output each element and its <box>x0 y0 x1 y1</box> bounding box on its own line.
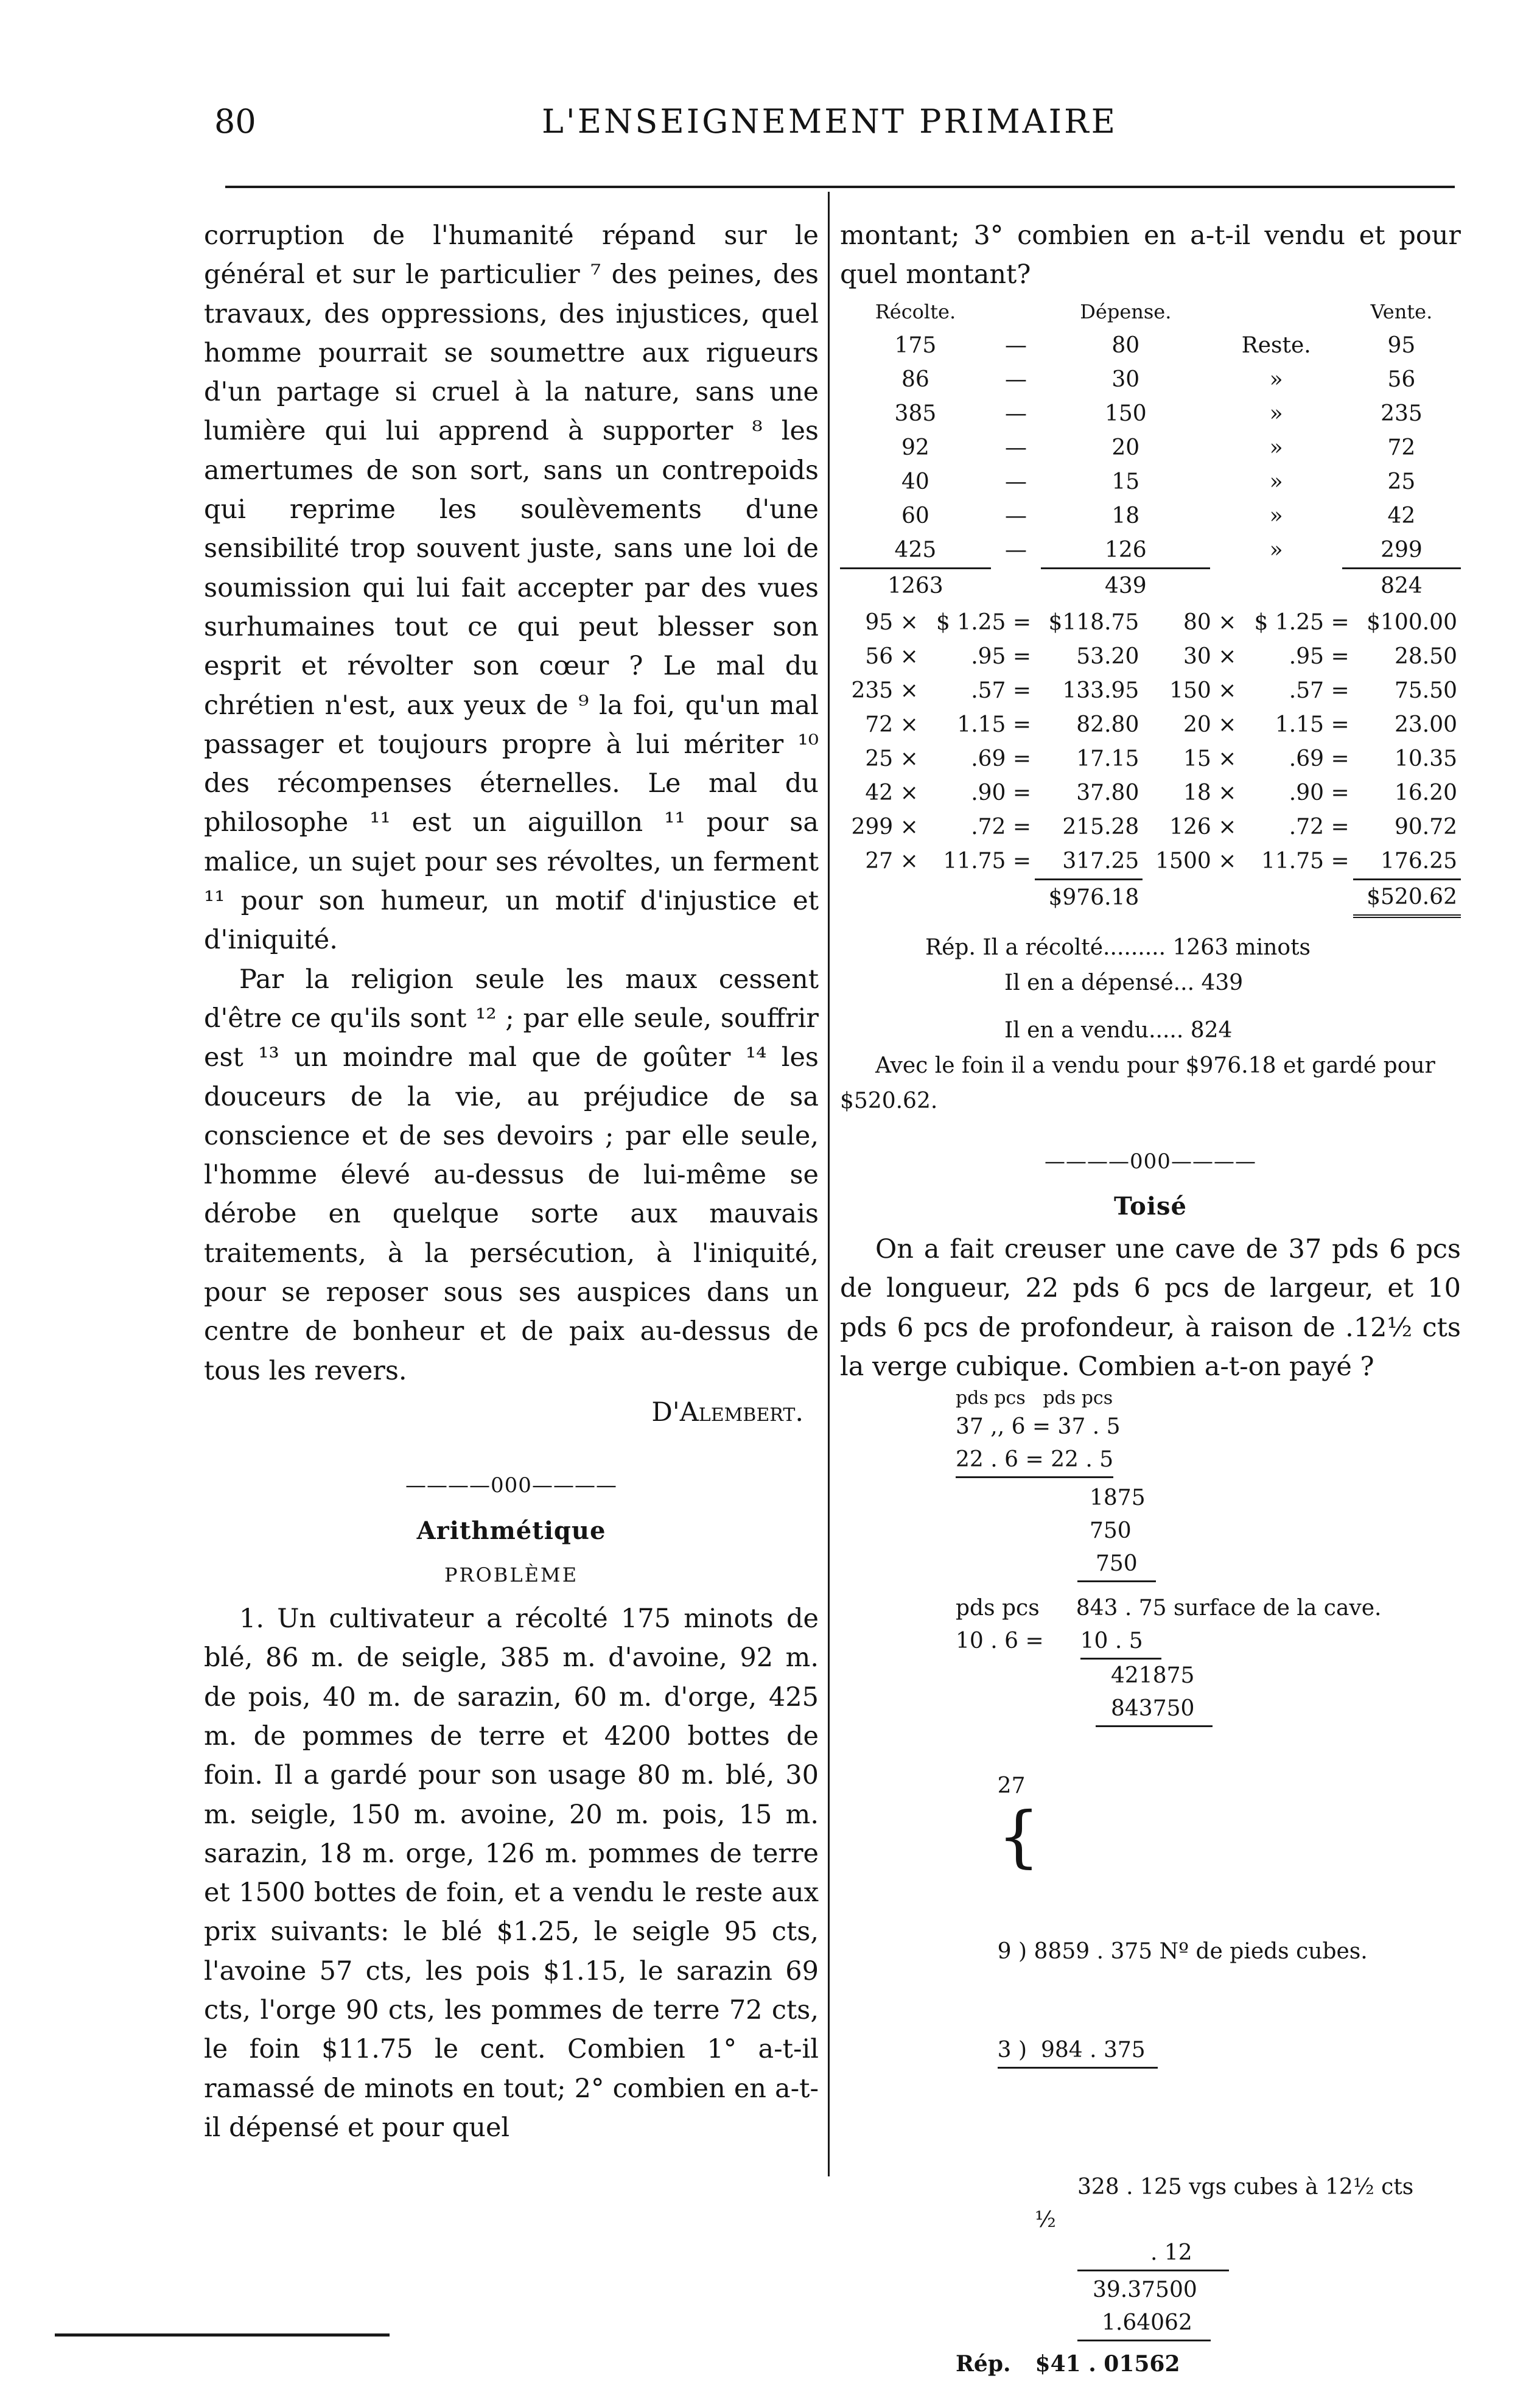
calc-line: 328 . 125 vgs cubes à 12½ cts <box>1077 2175 1414 2200</box>
running-title: L'ENSEIGNEMENT PRIMAIRE <box>542 102 1118 141</box>
answer-line: Il en a vendu..... 824 <box>1004 1017 1233 1043</box>
essay-paragraph: corruption de l'humanité répand sur le général et sur le particulier ⁷ des peines, des travaux, des oppressions, des injustices, quel homme pourrait se soumettre aux rigueurs d'un partage si cruel à la nature, sans une lumière qui lui apprend à supporter ⁸ les amertumes de son sort, sans un contrepoids qui reprime les soulèvements d'une sensibilité trop souvent juste, sans une loi de soumission qui lui fait accepter par des vues surhumaines tout ce qui peut blesser son esprit et révolter son cœur ? Le mal du chrétien n'est, aux yeux de ⁹ la foi, qu'un mal passager et toujours propre à lui mériter ¹⁰ des récompenses éternelles. Le mal du philosophe ¹¹ est un aiguillon ¹¹ pour sa malice, un sujet pour ses révoltes, un ferment ¹¹ pour son humeur, un motif d'injustice et d'iniquité. <box>204 220 819 956</box>
table-row: 235 × .57 = 133.95 150 × .57 = 75.50 <box>851 678 1457 703</box>
calc-line: pds pcs pds pcs <box>956 1387 1113 1409</box>
col-header: Dépense. <box>1080 300 1172 323</box>
problem-text: 1. Un cultivateur a récolté 175 minots de blé, 86 m. de seigle, 385 m. d'avoine, 92 m. de pois, 40 m. de sarazin, 60 m. d'orge, 425 m. de pommes de terre et 4200 bottes de foin. Il a gardé pour son usage 80 m. blé, 30 m. seigle, 150 m. avoine, 20 m. pois, 15 m. sarazin, 18 m. orge, 126 m. pommes de terre et 1500 bottes de foin, et a vendu le reste aux prix suivants: le blé $1.25, le seigle 95 cts, l'avoine 57 cts, les pois $1.15, le sarazin 69 cts, l'orge 90 cts, les pommes de terre 72 cts, le foin $11.75 le cent. Combien 1° a-t-il ramassé de minots en tout; 2° combien en a-t-il dépensé et pour quel <box>204 1604 819 2143</box>
table-row: 95 × $ 1.25 = $118.75 80 × $ 1.25 = $100.00 <box>865 609 1457 635</box>
calc-line: 1.64062 <box>956 2307 1461 2341</box>
total-sold: $976.18 <box>1035 879 1143 916</box>
calc-line: 22 . 6 = 22 . 5 <box>956 1443 1461 1478</box>
brace: { <box>997 1797 1040 1876</box>
calc-line: pds pcs 843 . 75 surface de la cave. <box>956 1596 1382 1621</box>
division-block <box>956 1736 1461 2167</box>
table-row: 425 — 126 » 299 <box>894 537 1423 563</box>
header-rule <box>225 186 1455 188</box>
calc-line: 750 <box>1090 1518 1132 1544</box>
calc-line: 421875 <box>1111 1663 1195 1689</box>
separator: ————000———— <box>1045 1149 1256 1174</box>
calc-line: 750 <box>956 1548 1461 1582</box>
table-row: 40 — 15 » 25 <box>901 469 1416 494</box>
separator: ————000———— <box>405 1473 617 1498</box>
answer-line: Rép. Il a récolté......... 1263 minots <box>925 934 1311 960</box>
page-number: 80 <box>214 102 256 141</box>
section-heading: Arithmétique <box>416 1516 606 1545</box>
calc-line: ½ <box>1035 2207 1056 2233</box>
calc-line: 3 ) 984 . 375 <box>998 2034 1368 2069</box>
calc-line: 843750 <box>956 1692 1461 1727</box>
table-total-row <box>840 879 1461 916</box>
table-header-row <box>840 295 1461 329</box>
calc-line: 39.37500 <box>1093 2277 1197 2303</box>
answer-line: Il en a dépensé... 439 <box>1004 970 1244 995</box>
table-row: 25 × .69 = 17.15 15 × .69 = 10.35 <box>865 746 1457 771</box>
table-row: 175 — 80 Reste. 95 <box>894 332 1416 358</box>
calc-line: 1875 <box>1090 1485 1146 1511</box>
calc-line: . 12 <box>956 2237 1461 2271</box>
final-answer: Rép. $41 . 01562 <box>956 2351 1180 2377</box>
table-row: 72 × 1.15 = 82.80 20 × 1.15 = 23.00 <box>865 712 1457 737</box>
left-column <box>204 216 819 2147</box>
harvest-table <box>840 295 1461 603</box>
calc-line: 10 . 6 = 10 . 5 <box>956 1625 1461 1660</box>
right-column <box>840 216 1461 2380</box>
divisor: 27 <box>997 1773 1026 1799</box>
essay-paragraph: Par la religion seule les maux cessent d'être ce qu'ils sont ¹² ; par elle seule, souffrir est ¹³ un moindre mal que de goûter ¹⁴ les douceurs de la vie, au préjudice de sa conscience et de ses devoirs ; par elle seule, l'homme élevé au-dessus de lui-même se dérobe en quelque sorte aux mauvais traitements, à la persécution, à l'iniquité, pour se reposer sous ses auspices dans un centre de bonheur et de paix au-dessus de tous les revers. <box>204 964 819 1386</box>
table-row: 56 × .95 = 53.20 30 × .95 = 28.50 <box>865 643 1457 669</box>
column-divider <box>828 192 830 2176</box>
col-header: Récolte. <box>875 300 956 323</box>
total-kept: $520.62 <box>1353 879 1461 916</box>
section-heading: Toisé <box>1113 1191 1188 1221</box>
problem-text: On a fait creuser une cave de 37 pds 6 pcs de longueur, 22 pds 6 pcs de largeur, et 10 pds 6 pcs de profondeur, à raison de .12½ cts la verge cubique. Combien a-t-on payé ? <box>840 1234 1461 1383</box>
table-row: 60 — 18 » 42 <box>901 503 1416 528</box>
col-header: Vente. <box>1370 300 1433 323</box>
table-total-row: 1263 439 824 <box>840 568 1461 603</box>
calc-line: 9 ) 8859 . 375 Nº de pieds cubes. <box>997 1939 1368 1965</box>
table-row: 42 × .90 = 37.80 18 × .90 = 16.20 <box>865 780 1457 805</box>
calculation-block <box>840 1386 1461 2380</box>
table-row: 27 × 11.75 = 317.25 1500 × 11.75 = 176.25 <box>865 848 1457 874</box>
table-row: 92 — 20 » 72 <box>901 435 1416 460</box>
table-row: 385 — 150 » 235 <box>894 401 1423 426</box>
table-row: 86 — 30 » 56 <box>901 366 1416 392</box>
footer-rule <box>55 2333 390 2337</box>
answer-line: Avec le foin il a vendu pour $976.18 et gardé pour $520.62. <box>840 1053 1435 1113</box>
answer-block <box>840 930 1461 1048</box>
subheading: PROBLÈME <box>444 1563 579 1586</box>
calc-line: 37 ,, 6 = 37 . 5 <box>956 1414 1121 1440</box>
sales-table <box>840 606 1461 918</box>
signature: D'Alembert. <box>651 1397 803 1428</box>
problem-continuation: montant; 3° combien en a-t-il vendu et pour quel montant? <box>840 220 1461 290</box>
table-row: 299 × .72 = 215.28 126 × .72 = 90.72 <box>851 814 1457 840</box>
